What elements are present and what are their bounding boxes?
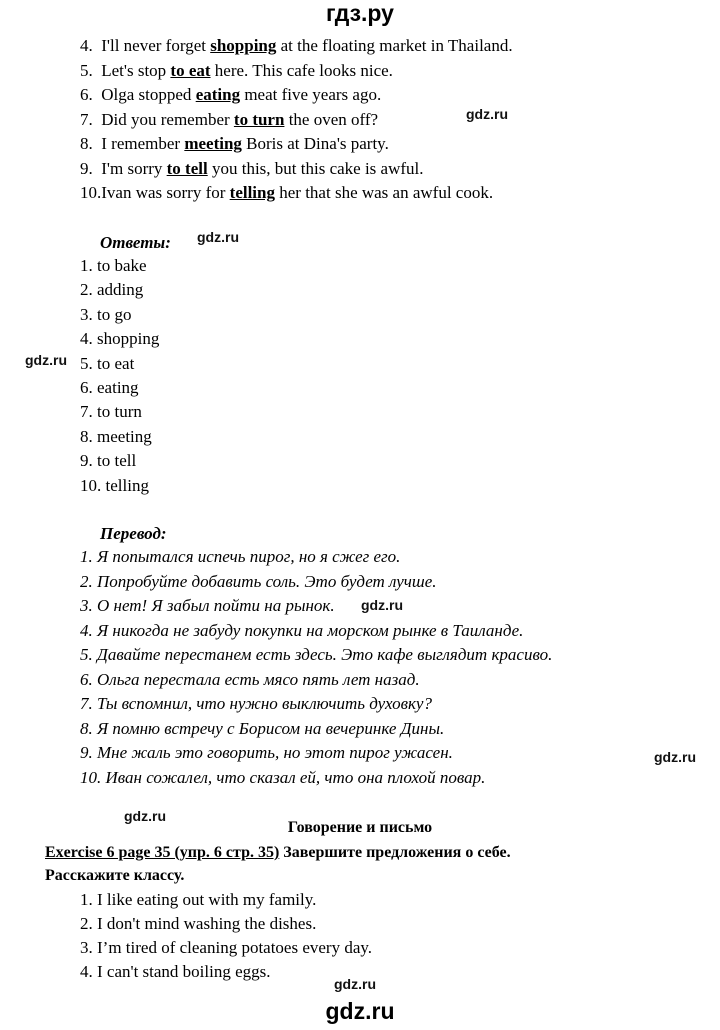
answer-item: 3. to go — [80, 305, 132, 324]
keyword: to tell — [166, 159, 208, 178]
answer-item: 1. to bake — [80, 256, 147, 275]
watermark: gdz.ru — [654, 749, 696, 765]
answer-item: 8. meeting — [80, 427, 152, 446]
sentence-7: 7. Did you remember to turn the oven off? — [80, 110, 379, 129]
answer-item: 5. to eat — [80, 354, 135, 373]
answer-item: 10. telling — [80, 476, 149, 495]
answer-item: 7. to turn — [80, 402, 142, 421]
keyword: telling — [229, 183, 275, 202]
keyword: shopping — [210, 36, 277, 55]
watermark: gdz.ru — [197, 229, 239, 245]
sentence-4: 4. I'll never forget shopping at the floating market in Thailand. — [80, 36, 513, 55]
answers-heading: Ответы: — [100, 233, 171, 252]
translation-item: 8. Я помню встречу с Борисом на вечеринке Дины. — [80, 719, 445, 738]
sentence-10: 10.Ivan was sorry for telling her that she was an awful cook. — [80, 183, 494, 202]
translation-item: 10. Иван сожалел, что сказал ей, что она плохой повар. — [80, 768, 486, 787]
keyword: eating — [195, 85, 241, 104]
answer-item: 2. adding — [80, 280, 144, 299]
watermark: gdz.ru — [124, 808, 166, 824]
watermark: gdz.ru — [361, 597, 403, 613]
translation-item: 1. Я попытался испечь пирог, но я сжег его. — [80, 547, 401, 566]
exercise-item: 2. I don't mind washing the dishes. — [80, 914, 317, 933]
translation-item: 7. Ты вспомнил, что нужно выключить духовку? — [80, 694, 432, 713]
translation-item: 6. Ольга перестала есть мясо пять лет назад. — [80, 670, 420, 689]
exercise-heading: Exercise 6 page 35 (упр. 6 стр. 35) Завершите предложения о себе. — [45, 844, 511, 861]
sentence-6: 6. Olga stopped eating meat five years ago. — [80, 85, 382, 104]
translation-item: 3. О нет! Я забыл пойти на рынок. — [80, 596, 335, 615]
answer-item: 4. shopping — [80, 329, 160, 348]
translation-item: 9. Мне жаль это говорить, но этот пирог ужасен. — [80, 743, 453, 762]
translation-item: 5. Давайте перестанем есть здесь. Это кафе выглядит красиво. — [80, 645, 553, 664]
sentence-8: 8. I remember meeting Boris at Dina's party. — [80, 134, 389, 153]
watermark: gdz.ru — [334, 976, 376, 992]
section-title: Говорение и письмо — [287, 819, 433, 836]
exercise-item: 1. I like eating out with my family. — [80, 890, 317, 909]
watermark: gdz.ru — [25, 352, 67, 368]
translation-item: 2. Попробуйте добавить соль. Это будет лучше. — [80, 572, 437, 591]
sentence-5: 5. Let's stop to eat here. This cafe looks nice. — [80, 61, 393, 80]
exercise-item: 4. I can't stand boiling eggs. — [80, 962, 271, 981]
answer-item: 6. eating — [80, 378, 139, 397]
translation-heading: Перевод: — [100, 524, 167, 543]
keyword: meeting — [184, 134, 242, 153]
site-brand-header: гдз.ру — [326, 0, 394, 26]
keyword: to turn — [233, 110, 285, 129]
exercise-instruction: Расскажите классу. — [45, 867, 185, 884]
answer-item: 9. to tell — [80, 451, 137, 470]
translation-item: 4. Я никогда не забуду покупки на морском рынке в Таиланде. — [80, 621, 524, 640]
keyword: to eat — [170, 61, 211, 80]
sentence-9: 9. I'm sorry to tell you this, but this cake is awful. — [80, 159, 424, 178]
watermark: gdz.ru — [466, 106, 508, 122]
site-brand-footer: gdz.ru — [325, 998, 395, 1024]
exercise-item: 3. I’m tired of cleaning potatoes every day. — [80, 938, 373, 957]
